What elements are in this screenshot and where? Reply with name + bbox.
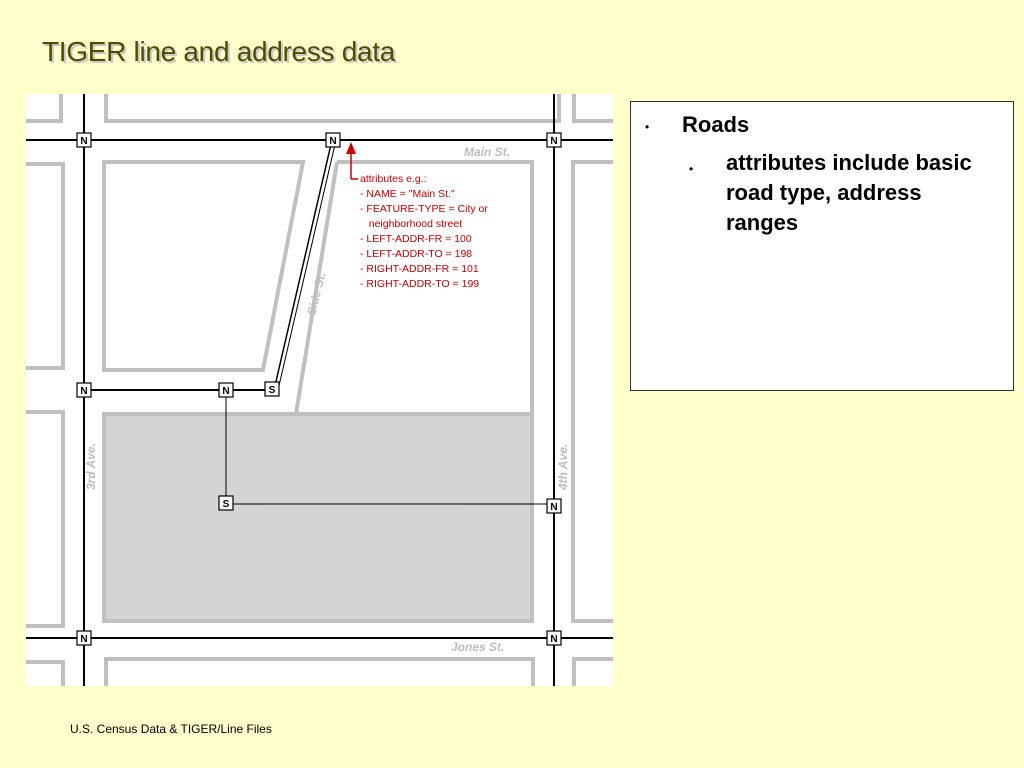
svg-text:N: N [550, 502, 558, 513]
block-outline-top-left [26, 94, 61, 121]
node-n [326, 133, 340, 147]
street-label-main: Main St. [464, 145, 511, 159]
block-outline-left [26, 164, 63, 368]
tiger-map-diagram [26, 94, 613, 686]
attr-line-5: - LEFT-ADDR-TO = 198 [360, 248, 473, 260]
node-s [219, 496, 233, 510]
attr-line-6: - RIGHT-ADDR-FR = 101 [360, 263, 479, 275]
block-outline-right [573, 162, 613, 621]
svg-text:N: N [329, 136, 337, 147]
block-outline-bottom-middle [106, 659, 533, 686]
attr-line-0: attributes e.g.: [360, 173, 427, 185]
block-outline-bottom-right [574, 659, 613, 686]
svg-text:N: N [80, 634, 88, 645]
svg-text:N: N [550, 136, 558, 147]
attr-line-4: - LEFT-ADDR-FR = 100 [360, 233, 472, 245]
node-n [77, 383, 91, 397]
block-outline-top-middle [106, 94, 559, 121]
bullet-text-box [630, 101, 1014, 391]
svg-text:N: N [80, 136, 88, 147]
street-label-side: Side St. [304, 270, 329, 317]
bullet-roads-text: Roads [682, 112, 750, 137]
attr-line-7: - RIGHT-ADDR-TO = 199 [360, 278, 480, 290]
block-outline-trapezoid [104, 162, 303, 370]
street-label-fourth: 4th Ave. [556, 443, 570, 490]
node-n [547, 133, 561, 147]
street-label-jones: Jones St. [451, 640, 505, 654]
shaded-block [104, 414, 532, 621]
svg-text:N: N [550, 634, 558, 645]
map-svg [26, 94, 613, 686]
bullet-marker: • [645, 120, 650, 134]
svg-text:S: S [268, 385, 276, 396]
slide-footer: U.S. Census Data & TIGER/Line Files [70, 722, 272, 736]
block-outline-left-lower [26, 412, 63, 626]
bullet-marker: • [689, 162, 694, 176]
node-n [219, 383, 233, 397]
street-label-third: 3rd Ave. [84, 443, 98, 490]
svg-text:N: N [222, 386, 230, 397]
svg-text:S: S [222, 499, 230, 510]
node-n [77, 133, 91, 147]
node-s [265, 382, 279, 396]
svg-text:N: N [80, 386, 88, 397]
block-outline-top-right [574, 94, 613, 121]
attr-line-2: - FEATURE-TYPE = City or [360, 203, 488, 215]
attr-line-1: - NAME = "Main St." [360, 188, 455, 200]
node-n [547, 499, 561, 513]
slide-title: TIGER line and address data [42, 36, 395, 67]
attribute-text [360, 173, 488, 290]
attr-line-3: neighborhood street [360, 218, 463, 230]
bullet-attributes-text: attributes include basic road type, address ranges [726, 150, 972, 235]
block-outline-bottom-left [26, 662, 63, 686]
node-n [547, 631, 561, 645]
node-n [77, 631, 91, 645]
